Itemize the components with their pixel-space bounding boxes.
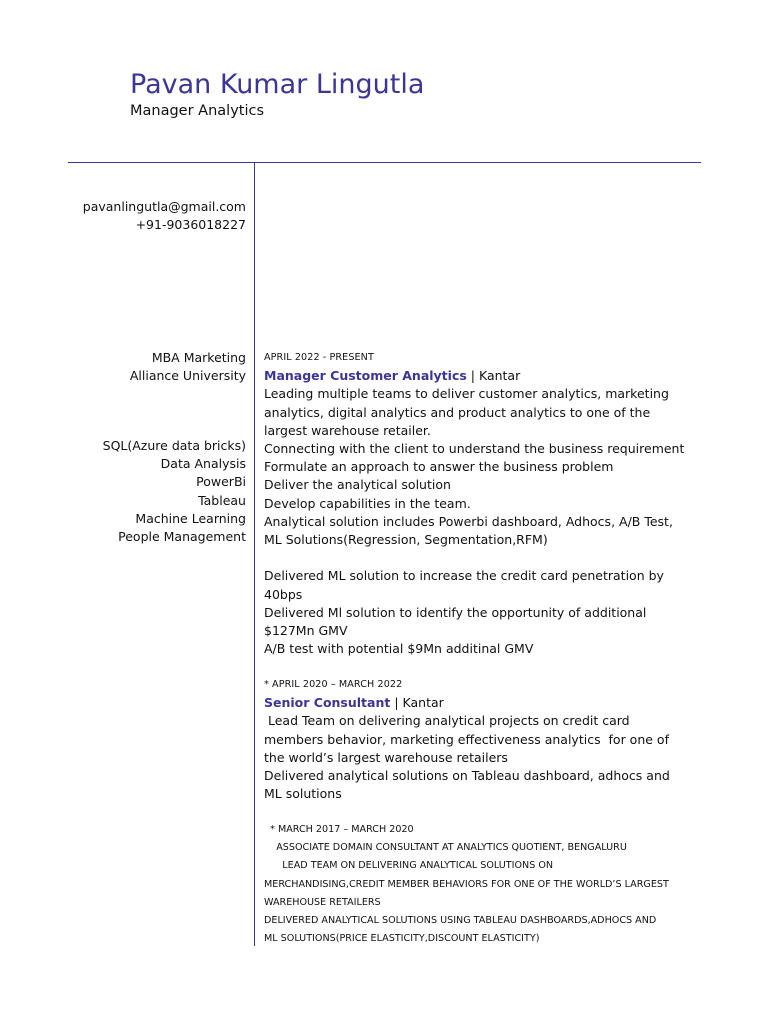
job-title: Senior Consultant (264, 695, 391, 711)
job-description-line: Deliver the analytical solution (264, 477, 451, 493)
job-description-line: Formulate an approach to answer the business problem (264, 459, 614, 475)
job-dates: APRIL 2022 - PRESENT (264, 352, 374, 363)
education-school: Alliance University (129, 368, 246, 384)
job-description-line: members behavior, marketing effectiveness analytics for one of (264, 731, 669, 747)
achievement-line: 40bps (264, 586, 303, 602)
job-heading (264, 694, 694, 712)
education-block (130, 349, 246, 385)
job-description-line: Lead Team on delivering analytical projects on credit card (264, 713, 630, 729)
email-link[interactable]: pavanlingutla@gmail.com (82, 199, 246, 214)
skill-item: Tableau (198, 492, 246, 508)
job-title: Manager Customer Analytics (264, 368, 467, 384)
resume-title: Manager Analytics (130, 103, 265, 119)
job-description-line: DELIVERED ANALYTICAL SOLUTIONS USING TABLEAU DASHBOARDS,ADHOCS AND (264, 915, 657, 927)
job-description-line: MERCHANDISING,CREDIT MEMBER BEHAVIORS FOR ONE OF THE WORLD’S LARGEST (264, 878, 669, 890)
skill-item: People Management (118, 529, 246, 545)
job-description-line: Connecting with the client to understand the business requirement (264, 441, 685, 457)
job-separator: | (390, 695, 403, 711)
skill-item: PowerBi (196, 474, 246, 490)
job-description-line: Delivered analytical solutions on Tableau dashboard, adhocs and (264, 768, 670, 784)
column-divider (254, 162, 255, 946)
job-description-line: WAREHOUSE RETAILERS (264, 896, 381, 908)
education-degree: MBA Marketing (151, 350, 246, 365)
achievement-line: Delivered Ml solution to identify the opportunity of additional (264, 604, 647, 620)
job-description-line: analytics, digital analytics and product analytics to one of the (264, 404, 651, 420)
job-title: ASSOCIATE DOMAIN CONSULTANT AT ANALYTICS QUOTIENT, BENGALURU (264, 842, 627, 854)
job-description-line: ML solutions (264, 786, 342, 802)
job-description-line: the world’s largest warehouse retailers (264, 749, 508, 765)
experience-job-3 (264, 821, 694, 948)
resume-name: Pavan Kumar Lingutla (130, 69, 425, 100)
job-description-line: ML SOLUTIONS(PRICE ELASTICITY,DISCOUNT ELASTICITY) (264, 933, 540, 945)
header-divider (68, 162, 701, 163)
achievement-line: $127Mn GMV (264, 623, 348, 639)
job-company: Kantar (402, 695, 444, 711)
skills-list (103, 437, 246, 546)
job-separator: | (466, 368, 479, 384)
spacer (264, 549, 694, 567)
job-description-line: Leading multiple teams to deliver customer analytics, marketing (264, 386, 669, 402)
job-dates: * MARCH 2017 – MARCH 2020 (264, 824, 414, 835)
skill-item: SQL(Azure data bricks) (102, 438, 246, 453)
job-description-line: largest warehouse retailer. (264, 422, 431, 438)
job-company: Kantar (478, 368, 521, 384)
phone-number: +91-9036018227 (135, 217, 246, 233)
job-description-line: Analytical solution includes Powerbi dashboard, Adhocs, A/B Test, (264, 513, 673, 529)
job-dates: * APRIL 2020 – MARCH 2022 (264, 679, 403, 690)
experience-job-1 (264, 349, 694, 658)
experience-job-2 (264, 676, 694, 803)
skill-item: Machine Learning (135, 510, 246, 526)
achievement-line: Delivered ML solution to increase the credit card penetration by (264, 568, 664, 584)
skill-item: Data Analysis (160, 456, 246, 472)
achievement-line: A/B test with potential $9Mn additinal GMV (264, 641, 534, 657)
job-heading (264, 367, 694, 385)
contact-block (83, 198, 246, 234)
job-description-line: ML Solutions(Regression, Segmentation,RFM) (264, 532, 548, 548)
job-description-line: LEAD TEAM ON DELIVERING ANALYTICAL SOLUTIONS ON (264, 860, 554, 872)
job-description-line: Develop capabilities in the team. (264, 495, 471, 511)
